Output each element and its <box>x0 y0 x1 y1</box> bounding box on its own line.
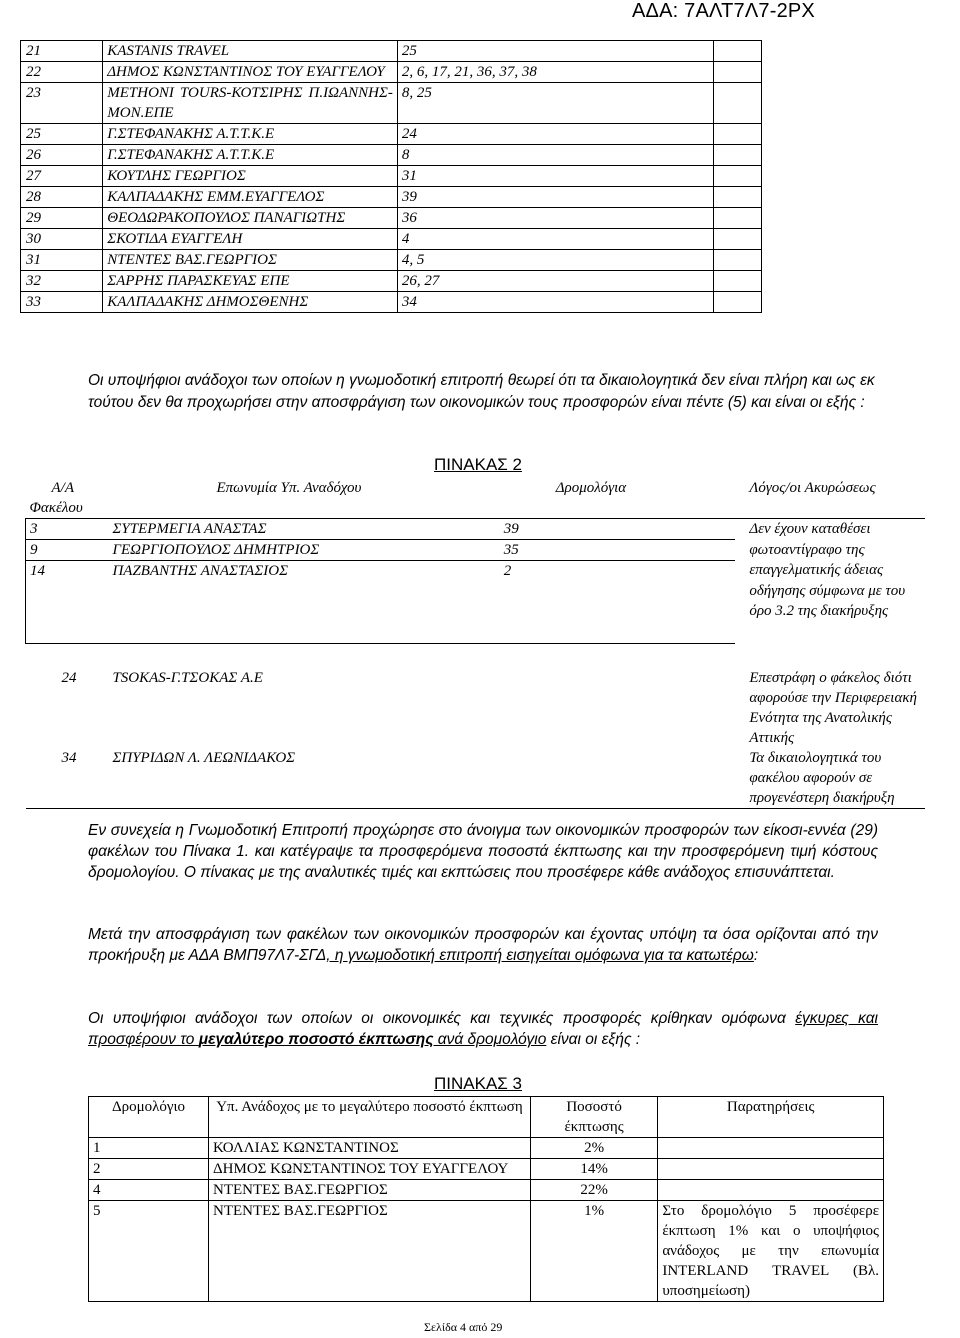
table-cell: ΓΕΩΡΓΙΟΠΟΥΛΟΣ ΔΗΜΗΤΡΙΟΣ <box>108 540 499 561</box>
table-cell: KASTANIS TRAVEL <box>103 41 398 62</box>
table-row <box>21 41 762 62</box>
table-cell: ΚΟΛΛΙΑΣ ΚΩΝΣΤΑΝΤΙΝΟΣ <box>209 1138 531 1159</box>
table-cell: 14 <box>26 561 109 644</box>
table-cell: Γ.ΣΤΕΦΑΝΑΚΗΣ Α.Τ.Τ.Κ.Ε <box>103 124 398 145</box>
table-row <box>21 208 762 229</box>
table-row <box>21 166 762 187</box>
text-fragment: , η γνωμοδοτική επιτροπή εισηγείται ομόφωνα για τα κατωτέρω <box>326 947 754 964</box>
table-cell <box>714 83 762 124</box>
table-row <box>21 271 762 292</box>
table-cell: ΚΑΛΠΑΔΑΚΗΣ ΔΗΜΟΣΘΕΝΗΣ <box>103 292 398 313</box>
table-cell: 22 <box>21 62 103 83</box>
table-cell: 2 <box>89 1159 209 1180</box>
table-cell <box>714 187 762 208</box>
table-row <box>21 145 762 166</box>
table-row <box>26 644 926 748</box>
header-cell: Λόγος/οι Ακυρώσεως <box>749 480 876 496</box>
table-row <box>89 1180 884 1201</box>
table-cell <box>500 748 736 809</box>
table-cell: 2% <box>530 1138 657 1159</box>
table-cell: 35 <box>500 540 736 561</box>
table-3-header <box>89 1097 884 1138</box>
table-cell: Επεστράφη ο φάκελος διότι αφορούσε την Περιφερειακή Ενότητα της Ανατολικής Αττικής <box>749 669 917 746</box>
table-3-caption: ΠΙΝΑΚΑΣ 3 <box>434 1074 522 1093</box>
text-fragment: ανά δρομολόγιο <box>433 1031 547 1048</box>
table-cell <box>714 41 762 62</box>
table-cell: ΝΤΕΝΤΕΣ ΒΑΣ.ΓΕΩΡΓΙΟΣ <box>103 250 398 271</box>
table-row <box>26 519 926 540</box>
paragraph-winners <box>88 1008 878 1050</box>
table-cell: ΣΠΥΡΙΔΩΝ Λ. ΛΕΩΝΙΔΑΚΟΣ <box>108 748 499 809</box>
table-row <box>89 1138 884 1159</box>
table-cell: 39 <box>397 187 713 208</box>
table-cell: 22% <box>530 1180 657 1201</box>
table-2-caption: ΠΙΝΑΚΑΣ 2 <box>434 455 522 474</box>
table-cell: 34 <box>397 292 713 313</box>
table-cell: Στο δρομολόγιο 5 προσέφερε έκπτωση 1% και ο υποψήφιος ανάδοχος με την επωνυμία INTERLAND TRAVEL (Βλ. υποσημείωση) <box>658 1201 884 1302</box>
table-cell: ΘΕΟΔΩΡΑΚΟΠΟΥΛΟΣ ΠΑΝΑΓΙΩΤΗΣ <box>103 208 398 229</box>
table-cell: 8 <box>397 145 713 166</box>
table-2-header <box>26 478 926 519</box>
header-cell: Δρομολόγια <box>555 480 627 496</box>
table-row <box>21 292 762 313</box>
table-cell: 26 <box>21 145 103 166</box>
table-cell <box>714 124 762 145</box>
table-cell: 14% <box>530 1159 657 1180</box>
table-cell <box>714 145 762 166</box>
table-cell: 1% <box>530 1201 657 1302</box>
table-cell: 31 <box>397 166 713 187</box>
table-row <box>21 124 762 145</box>
table-cell: ΝΤΕΝΤΕΣ ΒΑΣ.ΓΕΩΡΓΙΟΣ <box>209 1201 531 1302</box>
table-cell: Τα δικαιολογητικά του φακέλου αφορούν σε προγενέστερη διακήρυξη <box>735 748 925 809</box>
page-footer: Σελίδα 4 από 29 <box>424 1320 503 1334</box>
text-fragment: Μετά την αποσφράγιση των φακέλων των οικονομικών προσφορών και έχοντας υπόψη τα όσα ορίζονται από την προκήρυξη με ΑΔΑ ΒΜΠ97Λ7-ΣΓΔ <box>88 926 878 964</box>
table-cell: 28 <box>21 187 103 208</box>
paragraph-recommendation <box>88 924 878 966</box>
table-cell: 25 <box>397 41 713 62</box>
text-fragment: έγκυρες και προσφέρουν το <box>88 1010 879 1048</box>
table-cell: 4, 5 <box>397 250 713 271</box>
table-cell: 27 <box>21 166 103 187</box>
table-row <box>21 62 762 83</box>
table-cell <box>658 1159 884 1180</box>
table-cell: 4 <box>397 229 713 250</box>
table-cell: 31 <box>21 250 103 271</box>
table-2 <box>25 478 925 809</box>
table-cell: 2, 6, 17, 21, 36, 37, 38 <box>397 62 713 83</box>
header-cell: Δρομολόγιο <box>89 1097 209 1138</box>
table-cell: ΣΚΟΤΙΔΑ ΕΥΑΓΓΕΛΗ <box>103 229 398 250</box>
table-cell: 29 <box>21 208 103 229</box>
table-cell: 39 <box>500 519 736 540</box>
table-row <box>21 229 762 250</box>
table-row <box>26 748 926 809</box>
table-cell <box>714 229 762 250</box>
table-cell <box>500 644 736 748</box>
table-3 <box>88 1096 884 1302</box>
text-fragment: : <box>753 947 759 964</box>
table-cell: 32 <box>21 271 103 292</box>
table-cell: 24 <box>397 124 713 145</box>
table-cell <box>714 250 762 271</box>
table-row <box>21 83 762 124</box>
table-cell: ΔΗΜΟΣ ΚΩΝΣΤΑΝΤΙΝΟΣ ΤΟΥ ΕΥΑΓΓΕΛΟΥ <box>209 1159 531 1180</box>
table-cell: 9 <box>26 540 109 561</box>
text-fragment: είναι οι εξής : <box>546 1031 641 1048</box>
table-cell: 34 <box>26 748 109 809</box>
table-cell: 2 <box>500 561 736 644</box>
table-cell: 23 <box>21 83 103 124</box>
table-cell: ΝΤΕΝΤΕΣ ΒΑΣ.ΓΕΩΡΓΙΟΣ <box>209 1180 531 1201</box>
table-row <box>21 250 762 271</box>
table-cell: 33 <box>21 292 103 313</box>
header-cell: Ποσοστό έκπτωσης <box>530 1097 657 1138</box>
header-cell: Α/Α Φακέλου <box>29 480 83 516</box>
table-cell: 3 <box>26 519 109 540</box>
text-fragment: Οι υποψήφιοι ανάδοχοι των οποίων οι οικονομικές και τεχνικές προσφορές κρίθηκαν ομόφωνα <box>88 1010 796 1027</box>
table-row <box>89 1159 884 1180</box>
table-cell: ΚΑΛΠΑΔΑΚΗΣ ΕΜΜ.ΕΥΑΓΓΕΛΟΣ <box>103 187 398 208</box>
table-cell: ΜΕΤΗΟΝΙ TOURS-ΚΟΤΣΙΡΗΣ Π.ΙΩΑΝΝΗΣ- ΜΟΝ.ΕΠΕ <box>103 83 398 124</box>
table-cell: 25 <box>21 124 103 145</box>
table-row <box>21 187 762 208</box>
text-fragment: μεγαλύτερο ποσοστό έκπτωσης <box>198 1031 434 1048</box>
table-cell: 5 <box>89 1201 209 1302</box>
table-1 <box>20 40 762 313</box>
table-cell: 4 <box>89 1180 209 1201</box>
table-cell: TSOKAS-Γ.ΤΣΟΚΑΣ Α.Ε <box>112 670 263 686</box>
table-cell: 1 <box>89 1138 209 1159</box>
table-cell <box>714 208 762 229</box>
table-cell: ΣΑΡΡΗΣ ΠΑΡΑΣΚΕΥΑΣ ΕΠΕ <box>103 271 398 292</box>
table-cell: 26, 27 <box>397 271 713 292</box>
table-cell: ΠΑΖΒΑΝΤΗΣ ΑΝΑΣΤΑΣΙΟΣ <box>108 561 499 644</box>
header-cell: Επωνυμία Υπ. Αναδόχου <box>216 480 362 496</box>
table-cell: 30 <box>21 229 103 250</box>
table-cell <box>658 1180 884 1201</box>
table-cell: ΚΟΥΤΛΗΣ ΓΕΩΡΓΙΟΣ <box>103 166 398 187</box>
table-cell <box>714 166 762 187</box>
ada-code: ΑΔΑ: 7ΑΛΤ7Λ7-2ΡΧ <box>632 0 815 22</box>
table-cell: ΣΥΤΕΡΜΕΓΙΑ ΑΝΑΣΤΑΣ <box>108 519 499 540</box>
paragraph-financial-opening: Εν συνεχεία η Γνωμοδοτική Επιτροπή προχώρησε στο άνοιγμα των οικονομικών προσφορών των είκοσι-εννέα (29) φακέλων του Πίνακα 1. και κατέγραψε τα προσφερόμενα ποσοστά έκπτωσης και την προσφερόμενη τιμή κόστους δρομολογίου. Ο πίνακας με της αναλυτικές τιμές και εκπτώσεις που προσέφερε κάθε ανάδοχος επισυνάπτεται. <box>88 822 878 881</box>
table-row <box>89 1201 884 1302</box>
table-cell: 8, 25 <box>397 83 713 124</box>
table-cell: 24 <box>61 670 77 686</box>
header-cell: Υπ. Ανάδοχος με το μεγαλύτερο ποσοστό έκπτωση <box>209 1097 531 1138</box>
table-cell: ΔΗΜΟΣ ΚΩΝΣΤΑΝΤΙΝΟΣ ΤΟΥ ΕΥΑΓΓΕΛΟΥ <box>103 62 398 83</box>
table-cell: Γ.ΣΤΕΦΑΝΑΚΗΣ Α.Τ.Τ.Κ.Ε <box>103 145 398 166</box>
paragraph-invalid-docs: Οι υποψήφιοι ανάδοχοι των οποίων η γνωμοδοτική επιτροπή θεωρεί ότι τα δικαιολογητικά δεν είναι πλήρη και ως εκ τούτου δεν θα προχωρήσει στην αποσφράγιση των οικονομικών τους προσφορών είναι πέντε (5) και είναι οι εξής : <box>88 372 875 411</box>
header-cell: Παρατηρήσεις <box>658 1097 884 1138</box>
table-cell <box>714 292 762 313</box>
reason-cell: Δεν έχουν καταθέσει φωτοαντίγραφο της επαγγελματικής άδειας οδήγησης σύμφωνα με του όρο 3.2 της διακήρυξης <box>735 519 925 644</box>
table-cell <box>714 62 762 83</box>
table-cell: 21 <box>21 41 103 62</box>
table-cell <box>658 1138 884 1159</box>
table-cell: 36 <box>397 208 713 229</box>
table-cell <box>714 271 762 292</box>
